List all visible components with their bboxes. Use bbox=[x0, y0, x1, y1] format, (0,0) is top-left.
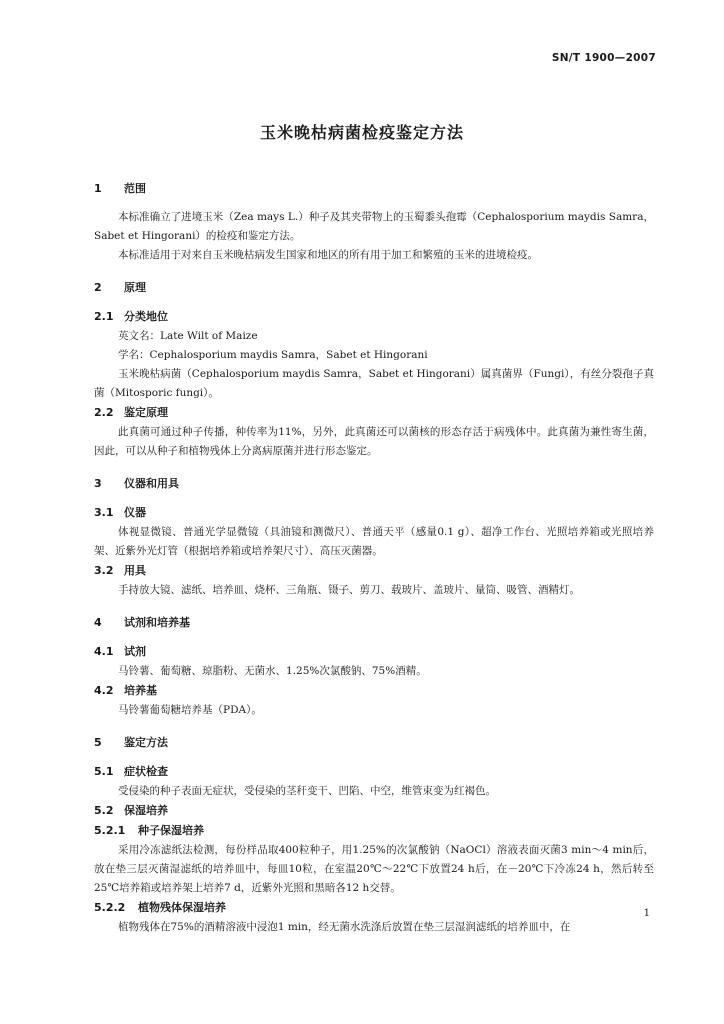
paragraph: 本标准确立了进境玉米（Zea mays L.）种子及其夹带物上的玉蜀黍头孢霉（Cephalosporium maydis Samra，Sabet et Hingorani）的检疫和鉴定方法。 bbox=[94, 211, 654, 242]
paragraph: 马铃薯、葡萄糖、琼脂粉、无菌水、1.25%次氯酸钠、75%酒精。 bbox=[118, 665, 427, 677]
section-1-heading bbox=[94, 178, 654, 200]
paragraph: 英文名：Late Wilt of Maize bbox=[118, 330, 258, 342]
section-title: 用具 bbox=[124, 564, 146, 577]
section-title: 分类地位 bbox=[124, 310, 168, 323]
section-number: 5.1 bbox=[94, 765, 114, 778]
section-5-2-1-heading bbox=[94, 821, 654, 841]
section-title: 范围 bbox=[124, 182, 146, 195]
section-title: 鉴定方法 bbox=[124, 736, 168, 749]
section-3-2-heading bbox=[94, 561, 654, 581]
section-number: 3 bbox=[94, 477, 102, 490]
section-number: 4.2 bbox=[94, 684, 114, 697]
paragraph: 此真菌可通过种子传播，种传率为11%，另外，此真菌还可以菌核的形态存活于病残体中。此真菌为兼性寄生菌，因此，可以从种子和植物残体上分离病原菌并进行形态鉴定。 bbox=[94, 426, 654, 457]
section-title: 仪器 bbox=[124, 506, 146, 519]
section-5-2-heading bbox=[94, 801, 654, 821]
page-number: 1 bbox=[643, 908, 650, 919]
section-number: 3.2 bbox=[94, 564, 114, 577]
section-number: 5.2.1 bbox=[94, 824, 126, 837]
section-4-2-heading bbox=[94, 681, 654, 701]
paragraph: 学名：Cephalosporium maydis Samra，Sabet et Hingorani bbox=[118, 349, 428, 361]
section-2-heading bbox=[94, 277, 654, 299]
paragraph: 体视显微镜、普通光学显微镜（具油镜和测微尺）、普通天平（感量0.1 g）、超净工作台、光照培养箱或光照培养架、近紫外光灯管（根据培养箱或培养架尺寸）、高压灭菌器。 bbox=[94, 526, 654, 557]
paragraph: 马铃薯葡萄糖培养基（PDA）。 bbox=[118, 704, 262, 716]
section-title: 种子保湿培养 bbox=[138, 824, 204, 837]
section-title: 原理 bbox=[124, 281, 146, 294]
section-title: 试剂和培养基 bbox=[124, 616, 190, 629]
document-title: 玉米晚枯病菌检疫鉴定方法 bbox=[259, 123, 464, 142]
section-title: 培养基 bbox=[124, 684, 157, 697]
section-title: 保湿培养 bbox=[124, 804, 168, 817]
section-number: 1 bbox=[94, 182, 102, 195]
section-number: 4 bbox=[94, 616, 102, 629]
section-title: 鉴定原理 bbox=[124, 406, 168, 419]
section-5-1-heading bbox=[94, 762, 654, 782]
paragraph: 手持放大镜、滤纸、培养皿、烧杯、三角瓶、镊子、剪刀、载玻片、盖玻片、量筒、吸管、酒精灯。 bbox=[118, 584, 580, 596]
section-title: 植物残体保湿培养 bbox=[138, 901, 226, 914]
section-number: 2.2 bbox=[94, 406, 114, 419]
document-body bbox=[94, 178, 654, 937]
paragraph: 植物残体在75%的酒精溶液中浸泡1 min，经无菌水洗涤后放置在垫三层湿润滤纸的培养皿中，在 bbox=[118, 921, 571, 933]
section-2-1-heading bbox=[94, 307, 654, 327]
section-3-heading bbox=[94, 473, 654, 495]
paragraph: 本标准适用于对来自玉米晚枯病发生国家和地区的所有用于加工和繁殖的玉米的进境检疫。 bbox=[118, 249, 538, 261]
section-number: 4.1 bbox=[94, 645, 114, 658]
section-title: 试剂 bbox=[124, 645, 146, 658]
section-number: 5.2 bbox=[94, 804, 114, 817]
section-title: 仪器和用具 bbox=[124, 477, 179, 490]
section-5-2-2-heading bbox=[94, 898, 654, 918]
paragraph: 采用冷冻滤纸法检测，每份样品取400粒种子，用1.25%的次氯酸钠（NaOCl）溶液表面灭菌3 min～4 min后，放在垫三层灭菌湿滤纸的培养皿中，每皿10粒，在室温20℃～22℃下放置24 h后，在－20℃下冷冻24 h，然后转至25℃培养箱或培养架上培养7 d，近紫外光照和黑暗各12 h交替。 bbox=[94, 844, 654, 894]
section-5-heading bbox=[94, 732, 654, 754]
section-3-1-heading bbox=[94, 503, 654, 523]
section-number: 2 bbox=[94, 281, 102, 294]
section-2-2-heading bbox=[94, 403, 654, 423]
paragraph: 玉米晚枯病菌（Cephalosporium maydis Samra，Sabet et Hingorani）属真菌界（Fungi），有丝分裂孢子真菌（Mitosporic fungi）。 bbox=[94, 368, 654, 399]
section-number: 2.1 bbox=[94, 310, 114, 323]
section-number: 5.2.2 bbox=[94, 901, 126, 914]
section-4-1-heading bbox=[94, 642, 654, 662]
standard-number: SN/T 1900—2007 bbox=[551, 52, 656, 64]
paragraph: 受侵染的种子表面无症状，受侵染的茎秆变干、凹陷、中空，维管束变为红褐色。 bbox=[118, 785, 496, 797]
section-4-heading bbox=[94, 612, 654, 634]
section-number: 5 bbox=[94, 736, 102, 749]
section-number: 3.1 bbox=[94, 506, 114, 519]
section-title: 症状检查 bbox=[124, 765, 168, 778]
